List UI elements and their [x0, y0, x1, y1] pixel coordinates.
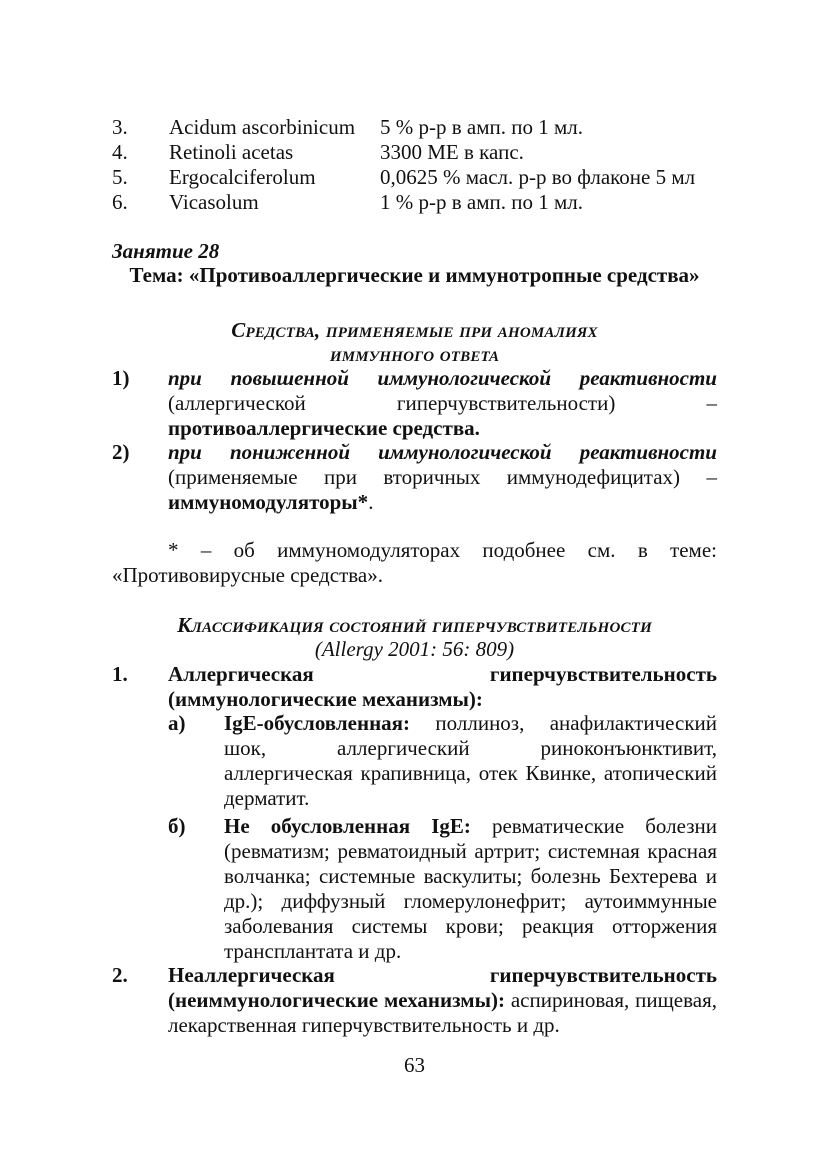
bold-text: Неаллергическая гиперчувствительность (неиммунологические механизмы):	[168, 963, 717, 1012]
list-item-number: 2.	[112, 963, 128, 987]
list-item-text	[168, 366, 717, 441]
list-item-number: 1.	[112, 662, 128, 686]
drug-form: 5 % р-р в амп. по 1 мл.	[380, 115, 584, 139]
section-heading: Классификация состояний гиперчувствительности	[177, 613, 652, 637]
drug-number: 6.	[112, 190, 128, 214]
drug-name: Vicasolum	[169, 190, 259, 214]
emphasis-text: при пониженной иммунологической реактивности	[168, 440, 717, 464]
drug-name: Ergocalciferolum	[169, 165, 316, 189]
section-heading: иммунного ответа	[329, 342, 500, 366]
bold-text: Не обусловленная IgE:	[224, 814, 471, 838]
bold-text: IgE-обусловленная:	[224, 711, 411, 735]
plain-text: .	[368, 490, 374, 514]
list-item-text	[168, 963, 717, 1038]
drug-row	[112, 140, 752, 165]
list-item-number: б)	[168, 814, 186, 838]
drug-form: 1 % р-р в амп. по 1 мл.	[380, 190, 584, 214]
drug-number: 4.	[112, 140, 128, 164]
section-heading: Средства, применяемые при аномалиях	[231, 318, 598, 342]
page-number: 63	[404, 1053, 425, 1077]
list-item-number: 2)	[112, 440, 130, 464]
drug-name: Retinoli acetas	[169, 140, 294, 164]
source-reference: (Allergy 2001: 56: 809)	[314, 637, 515, 661]
topic-heading: Тема: «Противоаллергические и иммунотропные средства»	[129, 263, 700, 287]
plain-text: (применяемые при вторичных иммунодефицитах) –	[168, 465, 717, 489]
bold-text: противоаллергические средства.	[168, 416, 480, 440]
drug-name: Acidum ascorbinicum	[169, 115, 356, 139]
drug-number: 5.	[112, 165, 128, 189]
list-item-number: а)	[168, 711, 186, 735]
lesson-title: Занятие 28	[112, 239, 220, 263]
drug-row	[112, 115, 752, 140]
emphasis-text: при повышенной иммунологической реактивности	[168, 366, 717, 390]
drug-form: 0,0625 % масл. р-р во флаконе 5 мл	[380, 165, 696, 189]
plain-text: аспириновая, пищевая, лекарственная гиперчувствительность и др.	[168, 988, 717, 1037]
drug-form: 3300 МЕ в капс.	[380, 140, 524, 164]
list-item-text	[224, 814, 717, 964]
drug-row	[112, 190, 752, 215]
drug-row	[112, 165, 752, 190]
list-item-number: 1)	[112, 366, 130, 390]
drug-list	[112, 115, 752, 215]
plain-text: поллиноз, анафилактический шок, аллергический риноконъюнктивит, аллергическая крапивница, отек Квинке, атопический дерматит.	[224, 711, 717, 810]
plain-text: ревматические болезни (ревматизм; ревматоидный артрит; системная красная волчанка; системные васкулиты; болезнь Бехтерева и др.); диффузный гломерулонефрит; аутоиммунные заболевания системы крови; реакция отторжения трансплантата и др.	[224, 814, 717, 963]
bold-text: иммуномодуляторы*	[168, 490, 369, 514]
list-item-text	[224, 711, 717, 811]
list-item-text: Аллергическая гиперчувствительность (иммунологические механизмы):	[168, 662, 717, 711]
plain-text: (аллергической гиперчувствительности) –	[168, 391, 717, 415]
footnote: * – об иммуномодуляторах подобнее см. в теме: «Противовирусные средства».	[112, 538, 717, 587]
list-item-text	[168, 440, 717, 515]
drug-number: 3.	[112, 115, 128, 139]
